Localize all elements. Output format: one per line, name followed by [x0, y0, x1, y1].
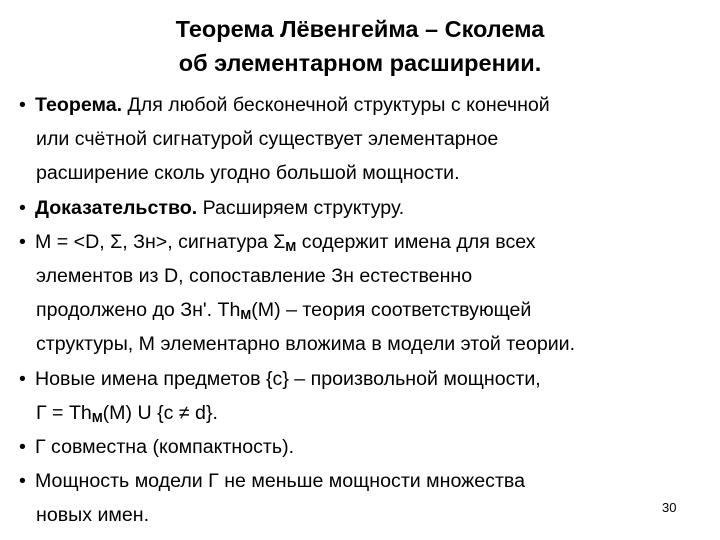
bullet-line: расширение сколь угодно большой мощности.: [36, 162, 460, 185]
bullet-text: продолжено до Зн'. Th: [36, 299, 241, 322]
bullet-model-definition: [19, 225, 709, 362]
bullet-line: [35, 293, 709, 327]
bullet-cardinality: [19, 464, 709, 532]
bullet-new-names: [19, 362, 709, 430]
bullet-list: [19, 88, 709, 533]
subscript: M: [240, 307, 252, 323]
bullet-lead: Доказательство.: [35, 196, 198, 219]
bullet-marker: •: [19, 230, 26, 253]
bullet-text: содержит имена для всех: [296, 230, 536, 253]
bullet-text: (M) U {c ≠ d}.: [102, 401, 218, 424]
bullet-marker: •: [19, 94, 26, 116]
bullet-theorem: [19, 88, 709, 191]
bullet-line: или счётной сигнатурой существует элементарное: [36, 128, 499, 151]
title-line-2: об элементарном расширении.: [178, 50, 542, 76]
bullet-line: структуры, M элементарно вложима в модели этой теории.: [36, 333, 576, 356]
bullet-marker: •: [19, 470, 26, 493]
bullet-line: элементов из D, сопоставление Зн естественно: [36, 265, 473, 288]
bullet-proof: [19, 191, 709, 225]
bullet-marker: •: [19, 196, 26, 219]
page-number: 30: [662, 500, 677, 515]
bullet-line: Мощность модели Г не меньше мощности множества: [35, 470, 526, 493]
bullet-marker: •: [19, 436, 26, 459]
title-line-1: Теорема Лёвенгейма – Сколема: [175, 16, 545, 42]
bullet-line: [35, 191, 709, 225]
bullet-text: Г = Th: [36, 401, 92, 424]
bullet-line: [35, 225, 709, 259]
subscript: M: [285, 238, 297, 254]
bullet-line: Новые имена предметов {c} – произвольной мощности,: [35, 367, 541, 390]
bullet-line: Г совместна (компактность).: [35, 436, 295, 459]
bullet-marker: •: [19, 367, 26, 390]
subscript: M: [91, 409, 103, 425]
bullet-line: [35, 396, 709, 430]
bullet-lead: Теорема.: [35, 94, 123, 116]
slide-title: [0, 12, 720, 80]
bullet-line: новых имен.: [36, 504, 150, 527]
bullet-line: [35, 88, 709, 122]
bullet-text: (M) – теория соответствующей: [251, 299, 532, 322]
bullet-consistency: [19, 430, 709, 464]
bullet-text: Расширяем структуру.: [197, 196, 405, 219]
bullet-text: Для любой бесконечной структуры с конечной: [122, 94, 550, 116]
bullet-text: M = <D, Σ, Зн>, сигнатура Σ: [35, 230, 286, 253]
